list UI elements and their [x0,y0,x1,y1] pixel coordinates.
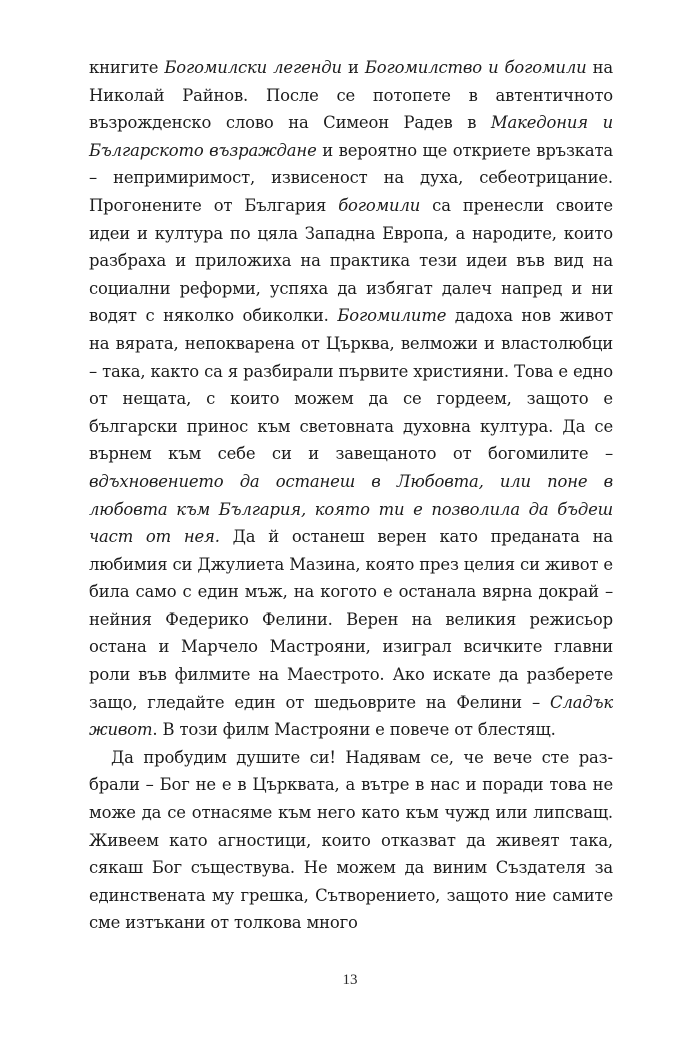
page-number: 13 [342,972,358,988]
paragraph [89,744,613,937]
text-run: и [341,58,365,77]
text-run: книгите [89,58,165,77]
italic-text: Богомилски легенди [164,58,342,77]
italic-text: вдъхновението да останеш в Любовта, или поне в любовта към България, която ти е позволила да бъдеш част от нея. [89,471,613,547]
italic-text: богомили [338,195,421,215]
text-run: . В този филм Мастрояни е повече от блестящ. [152,720,556,740]
text-run: Да й останеш верен като преданата на любимия си Джулиета Мазина, която през целия си живот е била само с един мъж, на когото е останала вярна докрай – нейния Федерико Фелини. Верен на великия режисьор остана и Марчело Мастрояни, изиграл всичките главни роли във филмите на Маестрото. Ако искате да разберете защо, гледайте един от шедьоврите на Фелини – [89,527,613,712]
italic-text: Македония и Българското възраждане [89,113,613,160]
body-text [89,54,613,937]
text-run: са пренесли своите идеи и култура по цяла Западна Европа, а народите, които разбраха и приложиха на практика тези идеи във вид на социални реформи, успяха да избягат далеч напред и ни водят с няколко обиколки. [89,195,613,326]
text-run: Да пробудим душите си! Надявам се, че вече сте разбрали – Бог не е в Църквата, а вътре в нас и поради това не може да се отнасяме към него като към чужд или липсващ. Живеем като агностици, които отказват да живеят така, сякаш Бог съществува. Не можем да виним Създателя за единствената му грешка, Сътворението, защото ние самите сме изтъкани от толкова много [89,747,613,933]
italic-text: Богомилство и богомили [364,58,587,77]
italic-text: Сладък живот [89,692,613,740]
text-run: дадоха нов живот на вярата, непокварена от Църква, велможи и властолюбци – така, както са я разбирали първите християни. Това е едно от нещата, с които можем да се гордеем, защото е български принос към световната духовна култура. Да се върнем към себе си и завещаното от богомилите – [89,306,613,464]
text-run: и вероятно ще откриете връзката – непримиримост, извисеност на духа, себеотрицание. Прогонените от България [89,140,613,215]
paragraph [89,54,613,744]
italic-text: Богомилите [337,306,447,326]
text-run: на Николай Райнов. После се потопете в автентичното възрожденско слово на Симеон Радев в [89,58,613,133]
